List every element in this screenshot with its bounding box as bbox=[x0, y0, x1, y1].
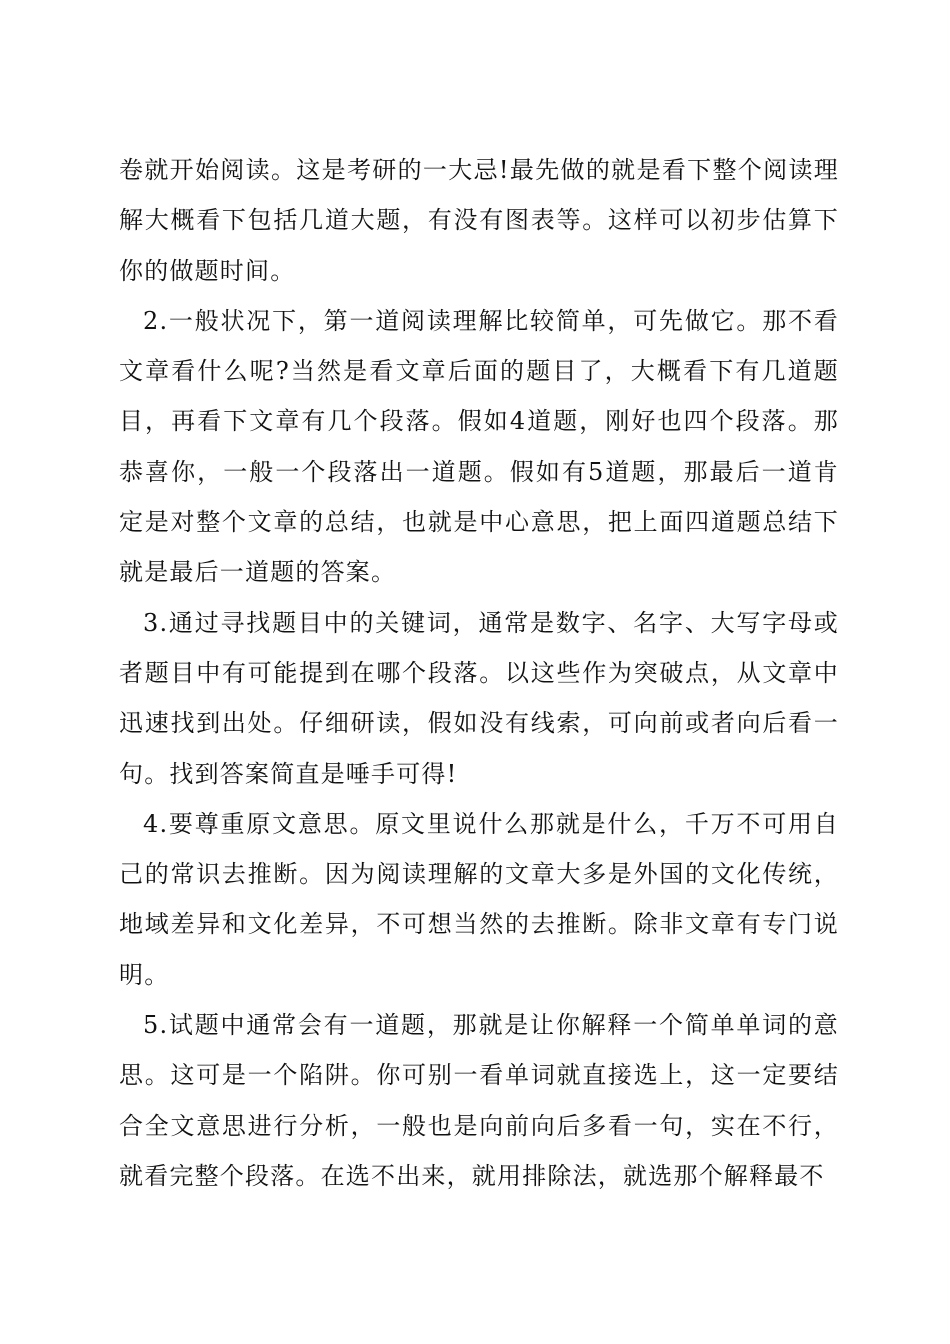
paragraph-tip-5: 5.试题中通常会有一道题，那就是让你解释一个简单单词的意思。这可是一个陷阱。你可别一看单词就直接选上，这一定要结合全文意思进行分析，一般也是向前向后多看一句，实在不行，就看完整个段落。在选不出来，就用排除法，就选那个解释最不 bbox=[119, 1011, 839, 1190]
paragraph-continuation: 卷就开始阅读。这是考研的一大忌!最先做的就是看下整个阅读理解大概看下包括几道大题，有没有图表等。这样可以初步估算下你的做题时间。 bbox=[119, 156, 839, 285]
paragraph-tip-4: 4.要尊重原文意思。原文里说什么那就是什么，千万不可用自己的常识去推断。因为阅读理解的文章大多是外国的文化传统，地域差异和文化差异，不可想当然的去推断。除非文章有专门说明。 bbox=[119, 809, 839, 989]
paragraph-tip-3: 3.通过寻找题目中的关键词，通常是数字、名字、大写字母或者题目中有可能提到在哪个段落。以这些作为突破点，从文章中迅速找到出处。仔细研读，假如没有线索，可向前或者向后看一句。找到答案简直是唾手可得! bbox=[119, 608, 839, 788]
paragraph-tip-2: 2.一般状况下，第一道阅读理解比较简单，可先做它。那不看文章看什么呢?当然是看文章后面的题目了，大概看下有几道题目，再看下文章有几个段落。假如4道题，刚好也四个段落。那恭喜你，一般一个段落出一道题。假如有5道题，那最后一道肯定是对整个文章的总结，也就是中心意思，把上面四道题总结下就是最后一道题的答案。 bbox=[119, 306, 839, 587]
document-body bbox=[119, 145, 839, 1201]
